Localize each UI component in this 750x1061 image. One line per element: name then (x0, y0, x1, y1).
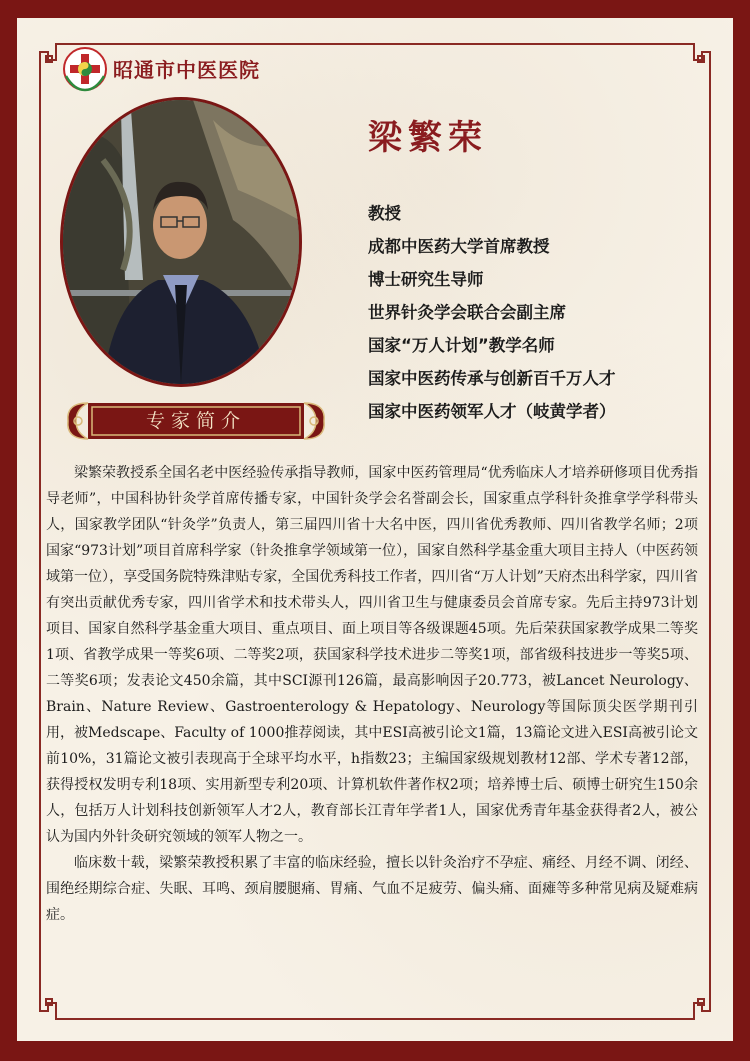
expert-name: 梁繁荣 (368, 118, 488, 158)
title-list (368, 197, 616, 428)
title-item: 世界针灸学会联合会副主席 (368, 303, 566, 322)
title-item: 国家中医药领军人才（岐黄学者） (368, 402, 616, 421)
title-item: 国家中医药传承与创新百千万人才 (368, 369, 616, 388)
hospital-logo-icon (62, 46, 108, 92)
portrait-image (63, 100, 299, 384)
title-item: 国家“万人计划”教学名师 (368, 336, 555, 355)
section-banner-label: 专家简介 (145, 410, 246, 432)
bio-paragraph: 梁繁荣教授系全国名老中医经验传承指导教师，国家中医药管理局“优秀临床人才培养研修项目优秀指导老师”，中国科协针灸学首席传播专家，中国针灸学会名誉副会长，国家重点学科针灸推拿学学科带头人，国家教学团队“针灸学”负责人，第三届四川省十大名中医，四川省优秀教师、四川省教学名师；2项国家“973计划”项目首席科学家（针灸推拿学领域第一位），国家自然科学基金重大项目主持人（中医药领域第一位），享受国务院特殊津贴专家，全国优秀科技工作者，四川省“万人计划”天府杰出科学家，四川省有突出贡献优秀专家，四川省学术和技术带头人，四川省卫生与健康委员会首席专家。先后主持973计划项目、国家自然科学基金重大项目、重点项目、面上项目等各级课题45项。先后荣获国家教学成果二等奖1项、省教学成果一等奖6项、二等奖2项，获国家科学技术进步二等奖1项，部省级科技进步一等奖5项、二等奖6项；发表论文450余篇，其中SCI源刊126篇，最高影响因子20.773，被Lancet Neurology、Brain、Nature Review、Gastroenterology & Hepatology、Neurology等国际顶尖医学期刊引用，被Medscape、Faculty of 1000推荐阅读，其中ESI高被引论文1篇，13篇论文进入ESI高被引论文前10%，31篇论文被引表现高于全球平均水平，h指数23；主编国家级规划教材12部、学术专著12部，获得授权发明专利18项、实用新型专利20项、计算机软件著作权2项；培养博士后、硕博士研究生150余人，包括万人计划科技创新领军人才2人，教育部长江青年学者1人，国家优秀青年基金获得者2人，被公认为国内外针灸研究领域的领军人物之一。 (46, 465, 698, 845)
bio-paragraph: 临床数十载，梁繁荣教授积累了丰富的临床经验，擅长以针灸治疗不孕症、痛经、月经不调、闭经、围绝经期综合症、失眠、耳鸣、颈肩腰腿痛、胃痛、气血不足疲劳、偏头痛、面瘫等多种常见病及疑难病症。 (46, 855, 698, 923)
title-item: 博士研究生导师 (368, 270, 484, 289)
biography-text (46, 460, 698, 928)
expert-portrait (60, 97, 302, 387)
title-item: 教授 (368, 204, 401, 223)
hospital-name: 昭通市中医医院 (113, 58, 260, 82)
title-item: 成都中医药大学首席教授 (368, 237, 550, 256)
